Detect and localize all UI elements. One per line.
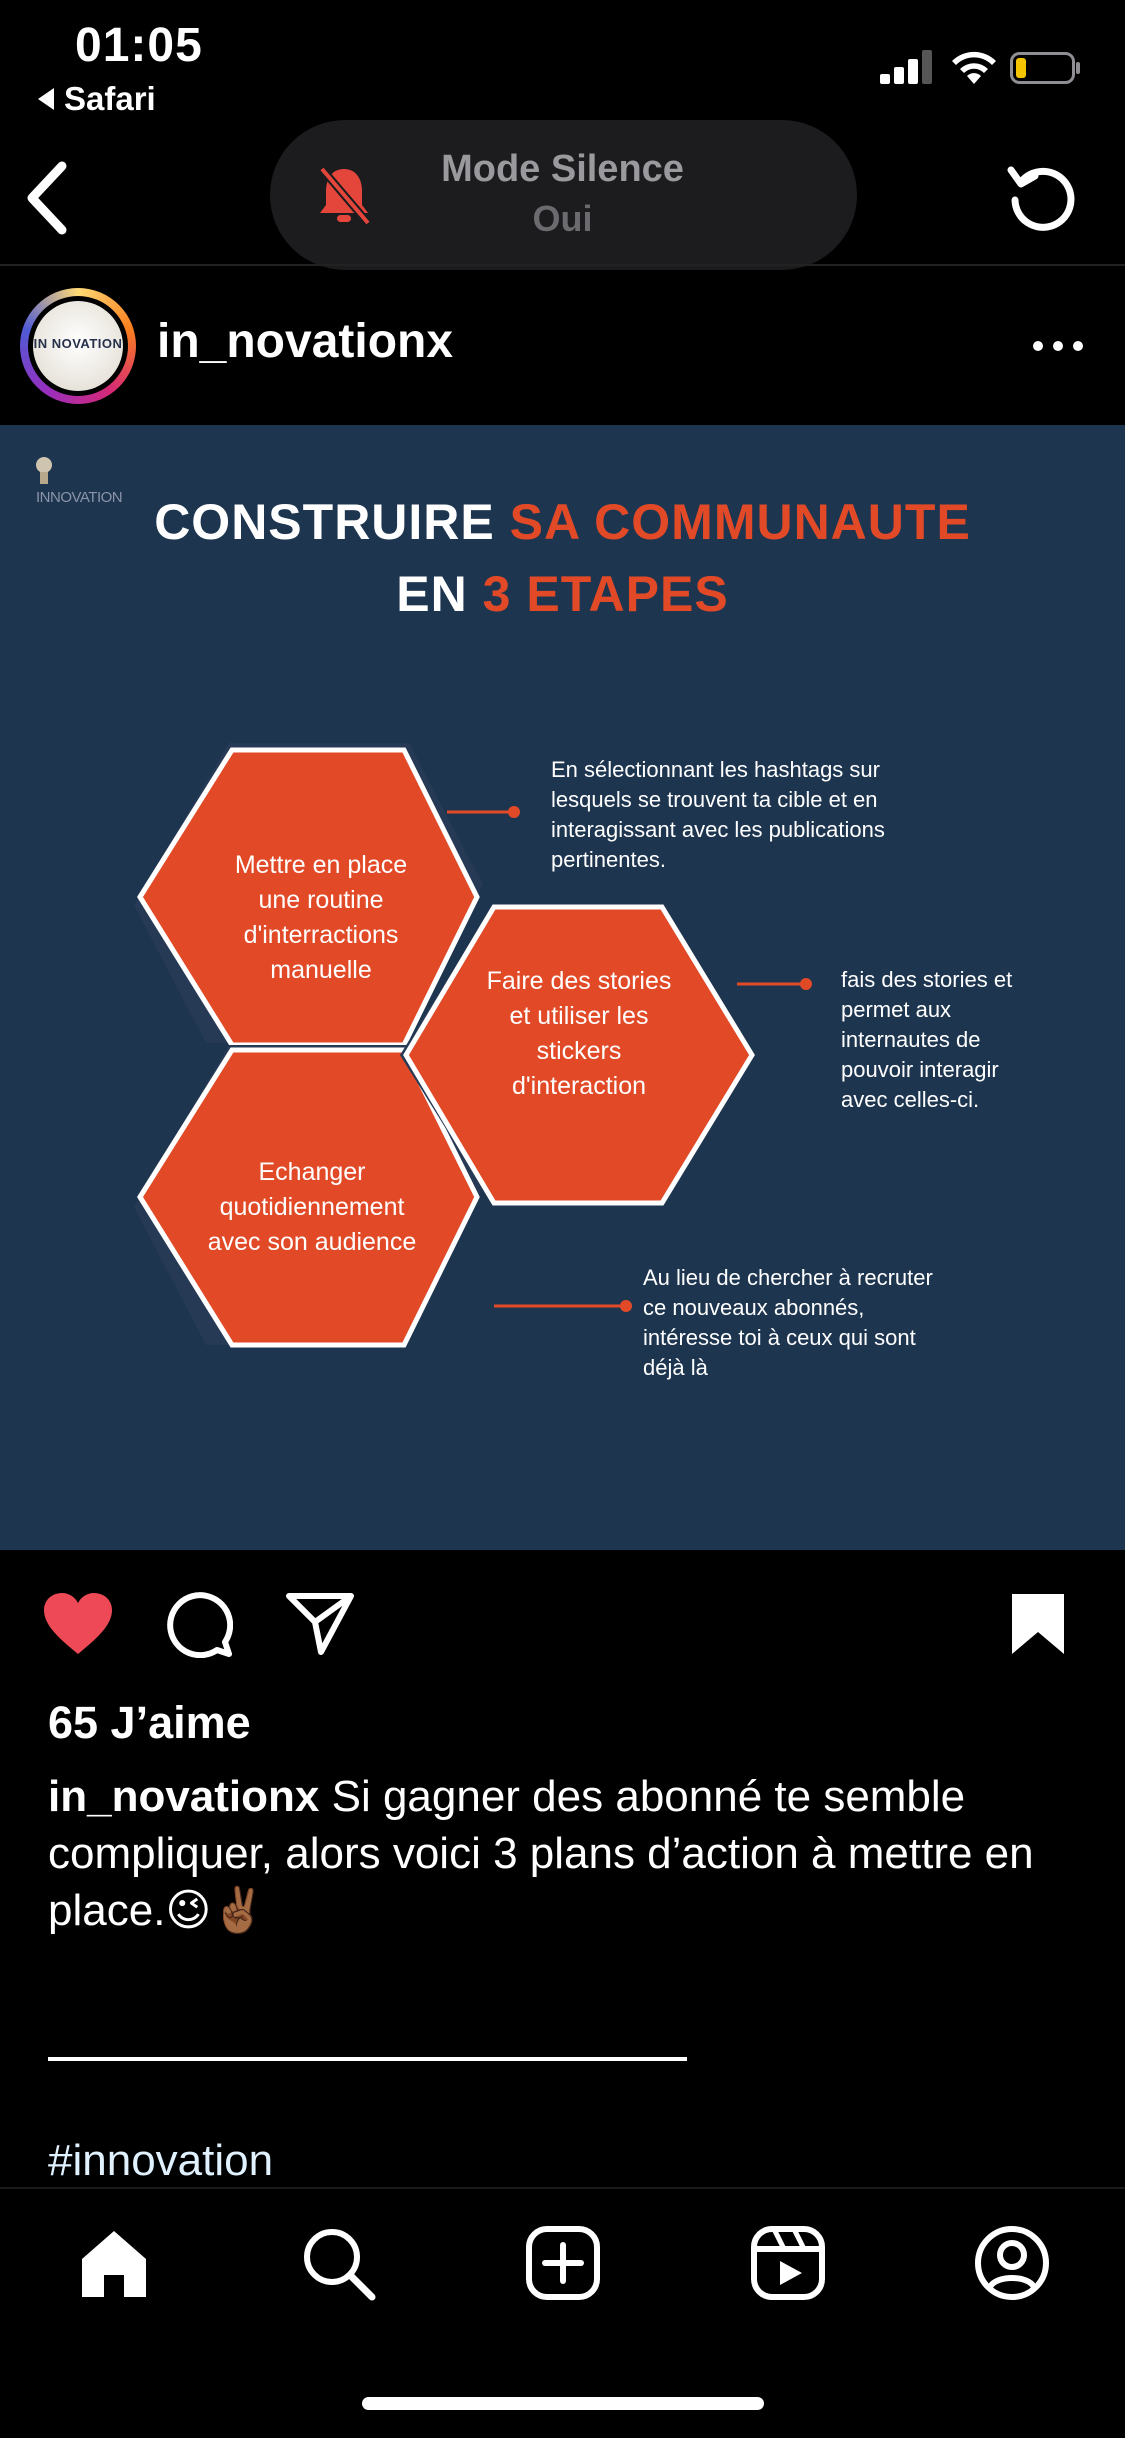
caption-divider xyxy=(48,2057,687,2061)
silent-mode-title: Mode Silence xyxy=(441,148,684,190)
back-triangle-icon xyxy=(38,88,54,110)
heart-icon[interactable] xyxy=(42,1592,114,1656)
bookmark-icon[interactable] xyxy=(1010,1592,1066,1656)
bell-slash-icon xyxy=(312,163,376,227)
home-indicator xyxy=(362,2397,764,2410)
profile-icon[interactable] xyxy=(974,2225,1050,2301)
reels-icon[interactable] xyxy=(750,2225,826,2301)
avatar-logo-text: IN NOVATION xyxy=(33,336,123,351)
status-time: 01:05 xyxy=(75,19,203,72)
back-app-label: Safari xyxy=(64,80,156,117)
note-2: fais des stories et permet aux internautes de pouvoir interagir avec celles-ci. xyxy=(841,967,1013,1112)
hex1-text: Mettre en place une routine d'interractions manuelle xyxy=(234,851,408,984)
post-image[interactable] xyxy=(0,425,1125,1550)
caption-text: Si gagner des abonné te semble compliquer, alors voici 3 plans d’action à mettre en place.😉✌🏾 xyxy=(48,1772,1034,1935)
back-to-app-link[interactable] xyxy=(38,80,156,118)
wifi-icon xyxy=(950,48,998,86)
more-options-icon[interactable] xyxy=(1030,338,1086,354)
share-icon[interactable] xyxy=(285,1590,355,1656)
hashtag-link[interactable]: #innovation xyxy=(48,2136,274,2185)
comment-icon[interactable] xyxy=(165,1590,233,1658)
likes-count[interactable]: 65 J’aime xyxy=(48,1697,251,1748)
silent-mode-value: Oui xyxy=(532,198,593,239)
post-caption xyxy=(48,1768,1068,1939)
note-1: En sélectionnant les hashtags sur lesquels se trouvent ta cible et en interagissant avec les publications pertinentes. xyxy=(551,757,885,872)
hex3-text: Echanger quotidiennement avec son audience xyxy=(207,1158,417,1256)
battery-icon xyxy=(1010,52,1082,84)
caption-username[interactable]: in_novationx xyxy=(48,1772,320,1821)
cellular-signal-icon xyxy=(880,50,934,84)
home-icon[interactable] xyxy=(76,2225,152,2301)
infographic-title-line1: CONSTRUIRE SA COMMUNAUTE xyxy=(154,494,971,550)
back-chevron-icon[interactable] xyxy=(22,158,72,238)
search-icon[interactable] xyxy=(300,2225,376,2301)
hex2-text: Faire des stories et utiliser les stickers d'interaction xyxy=(486,967,672,1100)
post-username[interactable]: in_novationx xyxy=(157,315,454,368)
create-icon[interactable] xyxy=(525,2225,601,2301)
refresh-icon[interactable] xyxy=(1003,160,1083,236)
brand-logo-text: INNOVATION xyxy=(36,489,123,506)
infographic-title-line2: EN 3 ETAPES xyxy=(396,566,729,622)
header-divider xyxy=(0,264,1125,266)
note-3: Au lieu de chercher à recruter ce nouveaux abonnés, intéresse toi à ceux qui sont déjà là xyxy=(643,1265,933,1380)
